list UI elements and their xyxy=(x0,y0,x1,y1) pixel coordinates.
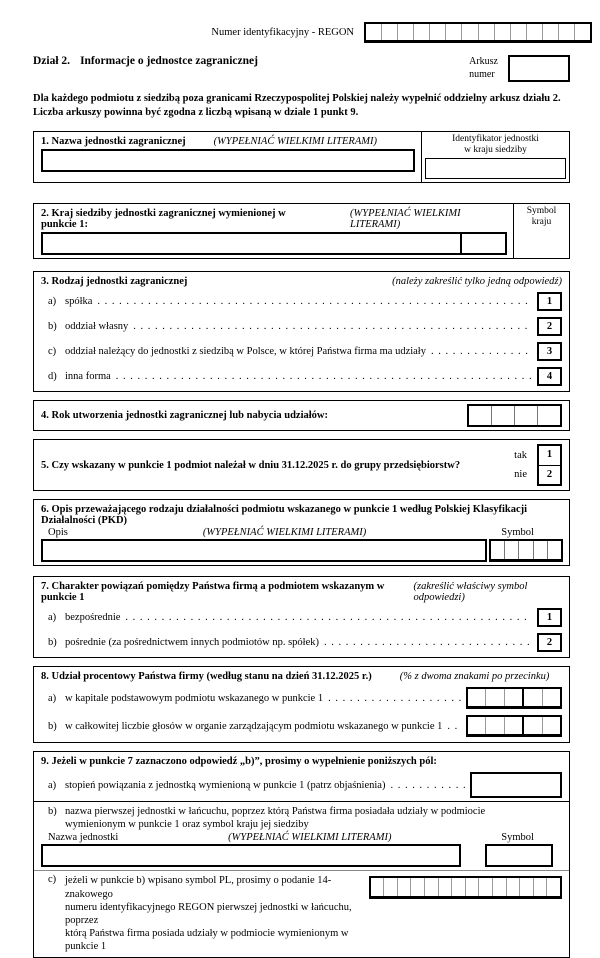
grid-cell[interactable] xyxy=(534,541,548,559)
grid-cell[interactable] xyxy=(491,541,505,559)
grid-cell[interactable] xyxy=(505,541,519,559)
section-q8 xyxy=(33,666,570,743)
q6-description-input[interactable] xyxy=(41,539,487,562)
grid-cell[interactable] xyxy=(462,24,478,40)
dot-leader xyxy=(431,346,532,357)
q9-a-degree-input[interactable] xyxy=(470,772,562,798)
q9-a-text: stopień powiązania z jednostką wymienioną w punkcie 1 (patrz objaśnienia) xyxy=(65,779,386,791)
arkusz-number xyxy=(469,55,570,82)
grid-cell[interactable] xyxy=(430,24,446,40)
section-q1 xyxy=(33,131,570,183)
grid-cell[interactable] xyxy=(538,406,560,425)
dot-leader xyxy=(97,296,532,307)
q2-label: 2. Kraj siedziby jednostki zagranicznej wymienionej w punkcie 1: xyxy=(41,208,286,231)
q8-percent-capital-grid[interactable] xyxy=(466,687,562,709)
dot-leader xyxy=(328,693,461,704)
q7-option-b xyxy=(34,630,569,657)
grid-cell[interactable] xyxy=(548,541,561,559)
regon-number-grid[interactable] xyxy=(364,22,592,43)
q4-year-grid[interactable] xyxy=(467,404,562,427)
section-q2 xyxy=(33,203,570,259)
q9-b-uppercase-note: (WYPEŁNIAĆ WIELKIMI LITERAMI) xyxy=(228,832,392,844)
q5-no-code-box[interactable]: 2 xyxy=(539,465,560,484)
q5-label: 5. Czy wskazany w punkcie 1 podmiot należał w dniu 31.12.2025 r. do grupy przedsiębiorstw? xyxy=(41,459,461,471)
grid-cell[interactable] xyxy=(452,878,466,896)
dot-leader xyxy=(125,612,532,623)
section-q9 xyxy=(33,751,570,958)
grid-cell[interactable] xyxy=(543,24,559,40)
q1-uppercase-note: (WYPEŁNIAĆ WIELKIMI LITERAMI) xyxy=(213,136,377,148)
q9-b-name-input[interactable] xyxy=(41,844,461,867)
q2-symbol-header: Symbol kraju xyxy=(526,206,557,228)
dot-leader xyxy=(116,371,532,382)
q5-yes-label: tak xyxy=(514,450,527,462)
q9-b-nazwa-label: Nazwa jednostki xyxy=(48,832,119,844)
intro-line-1: Dla każdego podmiotu z siedzibą poza granicami Rzeczypospolitej Polskiej należy wypełnić oddzielny arkusz działu 2. xyxy=(33,93,561,104)
q6-opis-label: Opis xyxy=(48,527,68,539)
q9-b-symbol-label: Symbol xyxy=(501,832,534,844)
q1-name-input[interactable] xyxy=(41,149,415,172)
grid-cell[interactable] xyxy=(486,689,504,706)
q9-label: 9. Jeżeli w punkcie 7 zaznaczono odpowiedź „b)”, prosimy o wypełnienie poniższych pól: xyxy=(41,756,437,768)
grid-cell[interactable] xyxy=(468,717,486,734)
q8-note: (% z dwoma znakami po przecinku) xyxy=(399,671,550,683)
grid-cell[interactable] xyxy=(524,717,542,734)
q7-option-b-text: pośrednie (za pośrednictwem innych podmiotów np. spółek) xyxy=(65,637,319,649)
q3-option-c xyxy=(34,339,569,364)
q9-row-b xyxy=(34,802,569,871)
q7-option-a-text: bezpośrednie xyxy=(65,612,121,624)
arkusz-number-input[interactable] xyxy=(508,55,570,82)
dot-leader xyxy=(324,637,532,648)
grid-cell[interactable] xyxy=(492,406,515,425)
q1-identifier-header: Identyfikator jednostki w kraju siedziby xyxy=(452,134,539,156)
q3-option-b-code-box[interactable]: 2 xyxy=(537,317,562,336)
q9-b-text: nazwa pierwszej jednostki w łańcuchu, poprzez którą Państwa firma posiadała udziały w podmiocie wymienionym w punkcie 1 oraz symbol kraju jej siedziby xyxy=(65,806,486,831)
q6-uppercase-note: (WYPEŁNIAĆ WIELKIMI LITERAMI) xyxy=(202,527,367,539)
q3-option-a-letter: a) xyxy=(48,296,57,308)
dzial-label: Dział 2. xyxy=(33,55,71,67)
grid-cell[interactable] xyxy=(505,717,524,734)
grid-cell[interactable] xyxy=(507,878,521,896)
q2-uppercase-note: (WYPEŁNIAĆ WIELKIMI LITERAMI) xyxy=(350,208,461,231)
grid-cell[interactable] xyxy=(382,24,398,40)
section-q3 xyxy=(33,271,570,392)
grid-cell[interactable] xyxy=(543,717,560,734)
grid-cell[interactable] xyxy=(486,717,504,734)
q6-symbol-label: Symbol xyxy=(501,527,534,539)
regon-number-row xyxy=(33,22,592,43)
q2-country-input[interactable] xyxy=(41,232,462,255)
q3-option-d xyxy=(34,364,569,391)
grid-cell[interactable] xyxy=(505,689,524,706)
q8-percent-votes-grid[interactable] xyxy=(466,715,562,737)
q9-c-text: jeżeli w punkcie b) wpisano symbol PL, prosimy o podanie 14-znakowego numeru identyfikacyjnego REGON pierwszej jednostki w łańcuchu, poprzez którą Państwa firma posiada udziały w podmiocie wymienionym w punkcie 1 xyxy=(65,875,352,952)
q7-option-a-letter: a) xyxy=(48,612,57,624)
grid-cell[interactable] xyxy=(511,24,527,40)
q6-label: 6. Opis przeważającego rodzaju działalności podmiotu wskazanego w punkcie 1 według Polskiej Klasyfikacji Działalności (PKD) xyxy=(41,504,528,527)
grid-cell[interactable] xyxy=(495,24,511,40)
q7-option-b-letter: b) xyxy=(48,637,57,649)
arkusz-label: Arkusz numer xyxy=(469,56,498,80)
dot-leader xyxy=(447,721,461,732)
dot-leader xyxy=(390,780,465,791)
q1-identifier-input[interactable] xyxy=(425,158,566,179)
grid-cell[interactable] xyxy=(425,878,439,896)
dot-leader xyxy=(133,321,532,332)
grid-cell[interactable] xyxy=(524,689,542,706)
q3-option-a-text: spółka xyxy=(65,296,93,308)
grid-cell[interactable] xyxy=(534,878,548,896)
q8-option-b-text: w całkowitej liczbie głosów w organie zarządzającym podmiotu wskazanego w punkcie 1 xyxy=(65,720,443,732)
q3-note: (należy zakreślić tylko jedną odpowiedź) xyxy=(392,276,562,288)
grid-cell[interactable] xyxy=(520,878,534,896)
regon-number-label: Numer identyfikacyjny - REGON xyxy=(211,27,354,38)
dzial-title: Informacje o jednostce zagranicznej xyxy=(80,55,258,67)
q3-option-c-code-box[interactable]: 3 xyxy=(537,342,562,361)
grid-cell[interactable] xyxy=(543,689,560,706)
q7-note: (zakreślić właściwy symbol odpowiedzi) xyxy=(413,581,528,604)
q1-identifier-column xyxy=(421,132,569,182)
q3-option-d-letter: d) xyxy=(48,371,57,383)
q3-option-a xyxy=(34,289,569,314)
q3-label: 3. Rodzaj jednostki zagranicznej xyxy=(41,276,188,288)
grid-cell[interactable] xyxy=(414,24,430,40)
q1-label: 1. Nazwa jednostki zagranicznej xyxy=(41,136,186,148)
grid-cell[interactable] xyxy=(527,24,543,40)
q6-pkd-symbol-grid[interactable] xyxy=(489,539,563,562)
q3-option-c-text: oddział należący do jednostki z siedzibą w Polsce, w której Państwa firma ma udziały xyxy=(65,346,426,358)
q5-no-label: nie xyxy=(514,469,527,481)
q3-option-b-letter: b) xyxy=(48,321,57,333)
q9-c-letter: c) xyxy=(48,874,57,886)
q2-symbol-column xyxy=(513,204,569,258)
grid-cell[interactable] xyxy=(366,24,382,40)
grid-cell[interactable] xyxy=(468,689,486,706)
section-header-row xyxy=(33,55,570,82)
q8-option-b xyxy=(34,712,569,742)
grid-cell[interactable] xyxy=(493,878,507,896)
q3-option-d-code-box[interactable]: 4 xyxy=(537,367,562,386)
q8-option-a-text: w kapitale podstawowym podmiotu wskazanego w punkcie 1 xyxy=(65,692,324,704)
q9-a-letter: a) xyxy=(48,779,57,791)
grid-cell[interactable] xyxy=(398,24,414,40)
intro-note xyxy=(33,92,570,119)
q8-option-b-letter: b) xyxy=(48,720,57,732)
q3-option-b xyxy=(34,314,569,339)
grid-cell[interactable] xyxy=(411,878,425,896)
q7-option-b-code-box[interactable]: 2 xyxy=(537,633,562,652)
q5-answer-box xyxy=(537,444,562,486)
intro-line-2: Liczba arkuszy powinna być zgodna z liczbą wpisaną w dziale 1 punkt 9. xyxy=(33,106,359,118)
section-q6 xyxy=(33,499,570,566)
grid-cell[interactable] xyxy=(479,24,495,40)
section-q7 xyxy=(33,576,570,658)
q9-b-letter: b) xyxy=(48,806,57,818)
q8-label: 8. Udział procentowy Państwa firmy (według stanu na dzień 31.12.2025 r.) xyxy=(41,671,372,683)
grid-cell[interactable] xyxy=(466,878,480,896)
page-title xyxy=(33,55,258,67)
grid-cell[interactable] xyxy=(575,24,590,40)
grid-cell[interactable] xyxy=(398,878,412,896)
grid-cell[interactable] xyxy=(384,878,398,896)
q8-option-a-letter: a) xyxy=(48,692,57,704)
q8-option-a xyxy=(34,684,569,712)
grid-cell[interactable] xyxy=(519,541,533,559)
q6-subheader xyxy=(34,526,569,539)
q2-country-symbol-input[interactable] xyxy=(461,232,507,255)
q9-row-c xyxy=(34,871,569,957)
q9-b-subheader xyxy=(34,831,569,844)
q9-row-a xyxy=(34,769,569,802)
grid-cell[interactable] xyxy=(547,878,560,896)
grid-cell[interactable] xyxy=(469,406,492,425)
q9-b-symbol-input[interactable] xyxy=(485,844,553,867)
q3-option-b-text: oddział własny xyxy=(65,321,129,333)
grid-cell[interactable] xyxy=(559,24,575,40)
q5-yes-no-labels xyxy=(514,446,527,484)
q3-option-c-letter: c) xyxy=(48,346,57,358)
q7-option-a-code-box[interactable]: 1 xyxy=(537,608,562,627)
q4-label: 4. Rok utworzenia jednostki zagranicznej lub nabycia udziałów: xyxy=(41,410,329,422)
grid-cell[interactable] xyxy=(439,878,453,896)
section-q5 xyxy=(33,439,570,491)
q9-c-regon-grid[interactable] xyxy=(369,876,562,899)
q3-option-a-code-box[interactable]: 1 xyxy=(537,292,562,311)
q5-yes-code-box[interactable]: 1 xyxy=(546,449,553,461)
grid-cell[interactable] xyxy=(446,24,462,40)
grid-cell[interactable] xyxy=(479,878,493,896)
q7-label: 7. Charakter powiązań pomiędzy Państwa firmą a podmiotem wskazanym w punkcie 1 xyxy=(41,581,385,604)
grid-cell[interactable] xyxy=(371,878,385,896)
grid-cell[interactable] xyxy=(515,406,538,425)
q7-option-a xyxy=(34,605,569,630)
q3-option-d-text: inna forma xyxy=(65,371,111,383)
section-q4 xyxy=(33,400,570,431)
